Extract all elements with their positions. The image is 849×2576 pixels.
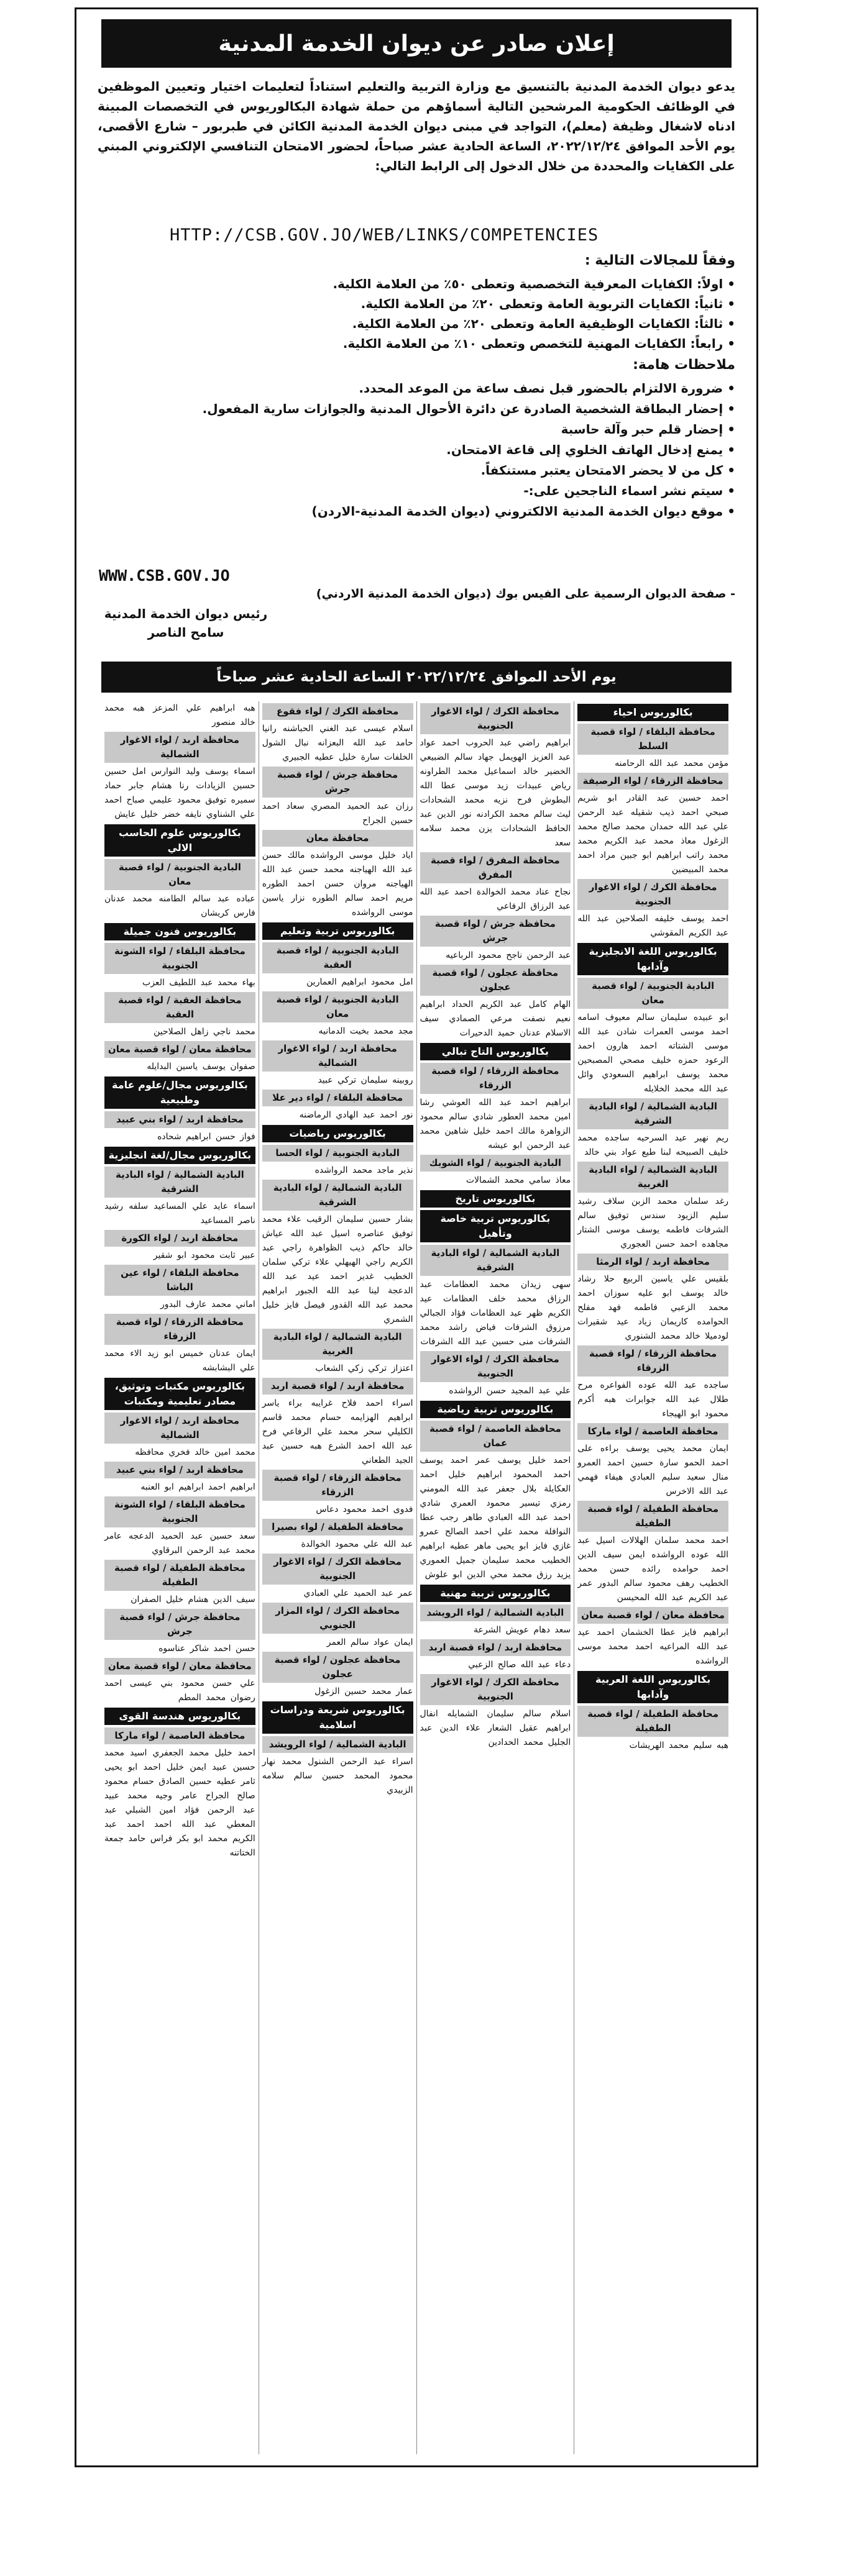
candidate-names: مؤمن محمد عبد الله الرحامنه xyxy=(615,758,728,768)
note-item: • إحضار قلم حبر وآلة حاسبة xyxy=(108,419,735,440)
location-heading: محافظة اربد / لواء الكورة xyxy=(104,1230,255,1247)
candidate-names: ساجده عبد الله عوده الفواعره مرح طلال عبد الله جوابرات هبه أكرم محمود ابو الهيجاء xyxy=(577,1380,728,1419)
candidate-names: عبد الرحمن ناجح محمود الرباعيه xyxy=(446,950,571,960)
location-heading: البادية الجنوبية / لواء قصبة معان xyxy=(262,991,413,1022)
major-heading: بكالوريوس مجال/علوم عامة وطبيعية xyxy=(104,1076,255,1109)
location-heading: محافظة العاصمة / لواء ماركا xyxy=(577,1423,728,1440)
candidate-names: ابو عبيده سليمان سالم معيوف اسامه احمد موسى العمرات شادن عبد الله موسى الشتاته احمد هارون احمد الرعود حمزه خليف مصحي المصبحين محمد يوسف ابراهيم السعودي وائل عبد الله محمد الخلايله xyxy=(577,1013,728,1094)
location-heading: البادية الشمالية / لواء البادية الشرقية xyxy=(577,1098,728,1129)
location-heading: محافظة الزرقاء / لواء قصبة الزرقاء xyxy=(262,1470,413,1501)
location-heading: البادية الشمالية / لواء البادية الغربية xyxy=(577,1162,728,1193)
candidate-names: سهى زيدان محمد العظامات عبد الرزاق محمد خلف العظامات عيد الكريم ظهر عيد العظامات فؤاد الجبالي مرزوق الشرفات فياض راشد محمد الشرفات منى حسين عبد الله الشرفات xyxy=(420,1280,571,1347)
location-heading: البادية الجنوبية / لواء قصبة معان xyxy=(577,978,728,1009)
signature-block xyxy=(99,604,273,642)
website-link[interactable]: WWW.CSB.GOV.JO xyxy=(99,567,230,585)
location-heading: محافظة الطفيلة / لواء قصبة الطفيلة xyxy=(104,1560,255,1591)
candidate-names: عبد الله علي محمود الخوالدة xyxy=(301,1539,413,1549)
candidate-names: محمد ناجي زاهل الصلاحين xyxy=(154,1027,255,1037)
location-heading: محافظة اربد / لواء قصبة اربد xyxy=(420,1639,571,1656)
major-heading: بكالوريوس شريعة ودراسات اسلامية xyxy=(262,1701,413,1734)
location-heading: محافظة اربد / لواء بني عبيد xyxy=(104,1462,255,1478)
location-heading: محافظة الكرك / لواء الاغوار الجنوبية xyxy=(262,1554,413,1585)
announcement-frame xyxy=(75,7,758,2467)
candidate-names: هبه سليم محمد الهريشات xyxy=(629,1741,728,1750)
note-item: • سيتم نشر اسماء الناجحين على:- xyxy=(108,481,735,501)
candidate-names: روبينه سليمان تركي عبيد xyxy=(318,1075,413,1085)
candidate-names: اسلام عيسى عبد الغني الحباشنه رانيا حامد عبد الله البعزانه نبال الشول الخلفات سارة خليل عطيه الجبيري xyxy=(262,724,413,762)
location-heading: البادية الجنوبية / لواء الحسا xyxy=(262,1145,413,1162)
major-heading: بكالوريوس هندسة القوى xyxy=(104,1708,255,1725)
criteria-list xyxy=(108,274,735,353)
location-heading: البادية الشمالية / لواء البادية الغربية xyxy=(262,1329,413,1360)
candidate-names: بلقيس علي ياسين الربيع حلا رشاد خالد يوسف ابو عليه سوزان احمد محمد الزعبي فاطمه فهد مفلح الحوامده كاريمان زياد عيد شقيرات لودميلا خالد محمد الشنوري xyxy=(577,1274,728,1341)
major-heading: بكالوريوس التاج تبالي xyxy=(420,1043,571,1060)
intro-paragraph: يدعو ديوان الخدمة المدنية بالتنسيق مع وزارة التربية والتعليم استناداً لتعليمات اختيار وتعيين الموظفين في الوظائف الحكومية المرشحين التالية أسماؤهم من حملة شهادة البكالوريوس في التخصصات المبينة ادناه لاشغال وظيفة (معلم)، التواجد في مبنى ديوان الخدمة المدنية الكائن في طبربور – شارع الأقصى، يوم الأحد الموافق ٢٠٢٢/١٢/٢٤، الساعة الحادية عشر صباحاً، لحضور الامتحان التنافسي الإلكتروني المبني على الكفايات والمحددة من خلال الدخول إلى الرابط التالي: xyxy=(98,79,735,173)
major-heading: بكالوريوس تربية مهنية xyxy=(420,1585,571,1602)
signature-title: رئيس ديوان الخدمة المدنية xyxy=(104,606,268,621)
location-heading: محافظة الطفيلة / لواء قصبة الطفيلة xyxy=(577,1706,728,1737)
announcement-title: إعلان صادر عن ديوان الخدمة المدنية xyxy=(101,19,732,68)
candidate-names: ايمان محمد يحيى يوسف براءه على احمد الحمو سارة حسين احمد العمرو منال سعيد سليم العبادي هيفاء فهمي عبد الله الاخرس xyxy=(577,1444,728,1496)
major-heading: بكالوريوس احياء xyxy=(577,704,728,721)
candidate-names: نور احمد عبد الهادي الرماضنه xyxy=(299,1110,413,1120)
candidate-columns xyxy=(101,701,732,2454)
candidate-names: هبه ابراهيم علي المزعز هبه محمد خالد منصور xyxy=(104,703,255,727)
location-heading: محافظة جرش / لواء قصبة جرش xyxy=(420,916,571,947)
location-heading: محافظة الطفيلة / لواء قصبة الطفيلة xyxy=(577,1501,728,1532)
location-heading: البادية الجنوبية / لواء الشوبك xyxy=(420,1155,571,1172)
candidate-names: امل محمود ابراهيم العمارين xyxy=(306,977,413,987)
candidate-names: صفوان يوسف ياسين البدايله xyxy=(147,1062,255,1072)
location-heading: محافظة البلقاء / لواء قصبة السلط xyxy=(577,724,728,755)
criteria-item: • ثانياً: الكفايات التربوية العامة وتعطى ٢٠٪ من العلامة الكلية. xyxy=(108,294,735,314)
candidate-names: رزان عبد الحميد المصري سعاد احمد حسين الجراح xyxy=(262,801,413,826)
major-heading: بكالوريوس اللغة الانجليزية وآدابها xyxy=(577,943,728,975)
location-heading: محافظة الزرقاء / لواء الرصيفة xyxy=(577,773,728,790)
location-heading: محافظة الكرك / لواء الاغوار الجنوبية xyxy=(577,879,728,910)
location-heading: محافظة عجلون / لواء قصبة عجلون xyxy=(262,1652,413,1683)
location-heading: محافظة البلقاء / لواء الشونة الجنوبية xyxy=(104,1496,255,1527)
note-item: • يمنع إدخال الهاتف الخلوي إلى قاعة الامتحان. xyxy=(108,440,735,460)
candidate-names: علي حسن محمود بني عيسى احمد رضوان محمد المطم xyxy=(104,1678,255,1703)
location-heading: محافظة البلقاء / لواء عين الباشا xyxy=(104,1265,255,1296)
candidate-names: فدوى احمد محمود دعاس xyxy=(316,1504,413,1514)
location-heading: محافظة الزرقاء / لواء قصبة الزرقاء xyxy=(420,1063,571,1094)
candidate-names: اسراء عبد الرحمن الشنول محمد نهار محمود المحمد حسين سالم سلامه الزبيدي xyxy=(262,1757,413,1795)
candidate-names: سعد حسين عبد الحميد الدعجه عامر محمد عبد الرحمن البرقاوي xyxy=(104,1531,255,1555)
location-heading: محافظة اربد / لواء الاغوار الشمالية xyxy=(262,1040,413,1072)
major-heading: بكالوريوس تربية خاصة وتأهيل xyxy=(420,1210,571,1242)
criteria-item: • اولاً: الكفايات المعرفية التخصصية وتعطى ٥٠٪ من العلامة الكلية. xyxy=(108,274,735,294)
candidate-names: عباده عبد سالم الطامنه محمد عدنان فارس كريشان xyxy=(104,894,255,918)
location-heading: محافظة معان / لواء قصبة معان xyxy=(577,1607,728,1624)
candidate-names: عمار محمد حسين الزغول xyxy=(314,1686,413,1696)
major-heading: بكالوريوس مجال/لغة انجليزية xyxy=(104,1147,255,1164)
candidate-names: معاذ سامي محمد الشمالات xyxy=(466,1175,571,1185)
candidate-names: حسن احمد شاكر عناسوه xyxy=(158,1644,255,1654)
candidate-names: اسراء احمد فلاح غرايبه براء ياسر ابراهيم الهزايمه حسام محمد قاسم الكليلي سحر محمد علي الرفاعي فرح عبد الله احمد الشرع هبه حسين عبد الجيد الطعاني xyxy=(262,1398,413,1465)
candidate-names: دعاء عبد الله صالح الزعبي xyxy=(468,1660,571,1670)
candidate-names: ابراهيم فايز عطا الخشمان احمد عيد عبد الله المراعيه احمد محمد موسى الرواشده xyxy=(577,1627,728,1666)
location-heading: البادية الجنوبية / لواء قصبة العقبة xyxy=(262,942,413,973)
major-heading: بكالوريوس علوم الحاسب الالي xyxy=(104,824,255,857)
candidate-names: ايمان عدنان خميس ابو زيد الاء محمد علي البشابشه xyxy=(104,1349,255,1373)
candidate-names: ابراهيم راضي عبد الحروب احمد عواد عبد العزيز الهويمل جهاد سالم الضبيعي الخضير خالد اسماعيل محمد الطراونه رياض عبيدات زيد موسى عطا الله البطوش فرح نزيه محمد الشحادات ليث سالم محمد الكرادنه نور الدين عبد الحافظ الشحادات يزن محمد سلامه سعد xyxy=(420,738,571,848)
major-heading: بكالوريوس مكتبات وتوثيق، مصادر تعليمية ومكتبات xyxy=(104,1378,255,1410)
location-heading: محافظة الكرك / لواء فقوع xyxy=(262,703,413,720)
candidate-names: اسماء عايد علي المساعيد سلفه رشيد ناصر المساعيد xyxy=(104,1201,255,1226)
candidate-names: عبير ثابت محمود ابو شقير xyxy=(153,1250,255,1260)
candidate-names: اسماء يوسف وليد النوارس امل حسين حسين الزيادات رنا هشام جابر حماد سميره توفيق محمود عليمي صباح احمد علي الشناوي نايفه خضر خليل عايش xyxy=(104,767,255,819)
note-item: • ضرورة الالتزام بالحضور قبل نصف ساعة من الموعد المحدد. xyxy=(108,378,735,399)
location-heading: البادية الشمالية / لواء البادية الشرقية xyxy=(104,1167,255,1198)
criteria-heading: وفقاً للمجالات التالية : xyxy=(584,253,735,268)
candidate-column xyxy=(101,701,259,2454)
candidate-names: الهام كامل عبد الكريم الحداد ابراهيم نعيم نصفت مرعي الصمادي سيف الاسلام عدنان حميد الدحيرات xyxy=(420,999,571,1038)
location-heading: محافظة عجلون / لواء قصبة عجلون xyxy=(420,965,571,996)
criteria-item: • ثالثاً: الكفايات الوظيفية العامة وتعطى ٢٠٪ من العلامة الكلية. xyxy=(108,314,735,334)
location-heading: محافظة العقبة / لواء قصبة العقبة xyxy=(104,992,255,1023)
candidate-names: اياد خليل موسى الرواشده مالك حسن عبد الله الهياجنه محمد حسن عبد الله الهياجنه مروان حسن احمد الطوره مريم احمد سالم الطوره نزار ياسين موسى الرواشده xyxy=(262,850,413,917)
candidate-names: رغد سلمان محمد الزبن سلاف رشيد سليم الزيود سندس توفيق سالم الشرفات فاطمه يوسف موسى الشتار مجاهده احمد حسن العجوري xyxy=(577,1196,728,1249)
candidate-names: سعد دهام عويش الشرعة xyxy=(473,1625,571,1635)
candidate-names: ابراهيم احمد ابراهيم ابو العنبه xyxy=(140,1482,255,1492)
location-heading: البادية الجنوبية / لواء قصبة معان xyxy=(104,859,255,890)
candidate-names: ايمان عواد سالم العمر xyxy=(326,1637,413,1647)
location-heading: محافظة اربد / لواء الاغوار الشمالية xyxy=(104,732,255,763)
candidate-names: سيف الدين هشام خليل الصفران xyxy=(131,1595,255,1604)
major-heading: بكالوريوس فنون جميلة xyxy=(104,923,255,940)
candidate-names: احمد محمد سلمان الهلالات اسيل عبد الله عوده الرواشده ايمن سيف الدين احمد حوامده رائده حسن محمد الخطيب رهف محمود سالم البدور عمر عبد الكريم عبد الله المحيسن xyxy=(577,1536,728,1603)
candidate-names: نذير ماجد محمد الرواشده xyxy=(314,1165,413,1175)
candidate-names: اماني محمد عارف البدور xyxy=(160,1299,255,1309)
candidate-names: علي عبد المجيد حسن الرواشده xyxy=(449,1386,571,1396)
location-heading: محافظة اربد / لواء الرمثا xyxy=(577,1254,728,1270)
candidate-names: بهاء محمد عبد اللطيف العزب xyxy=(142,978,255,988)
candidate-names: بشار حسين سليمان الرقيب علاء محمد توفيق عناصره اسيل عبد الله عياش خالد حاكم ذيب الظواهرة راجي عبد الكريم راجي الهيهلي علاء تركي سلمان الخطيب غدير احمد عيد عبد الله الدعجة لينا عبد الله الجبور ابراهيم محمد عبد الله القدور فيصل فايز خليل الشمري xyxy=(262,1214,413,1324)
location-heading: محافظة معان xyxy=(262,830,413,847)
candidate-names: فواز حسن ابراهيم شحاده xyxy=(157,1132,255,1142)
location-heading: محافظة اربد / لواء الاغوار الشمالية xyxy=(104,1413,255,1444)
notes-list xyxy=(108,378,735,522)
location-heading: محافظة الكرك / لواء الاغوار الجنوبية xyxy=(420,703,571,734)
location-heading: محافظة الكرك / لواء الاغوار الجنوبية xyxy=(420,1351,571,1382)
location-heading: البادية الشمالية / لواء الرويشد xyxy=(262,1736,413,1753)
location-heading: البادية الشمالية / لواء البادية الشرقية xyxy=(262,1180,413,1211)
candidate-names: محمد امين خالد فخري محافظه xyxy=(135,1447,255,1457)
candidate-names: ريم نهير عيد السرحيه ساجده محمد خليف الصبيحه لبنا طيع عواد بني خالد xyxy=(577,1133,728,1157)
location-heading: محافظة جرش / لواء قصبة جرش xyxy=(262,767,413,798)
location-heading: محافظة معان / لواء قصبة معان xyxy=(104,1658,255,1675)
note-item: • إحضار البطاقة الشخصية الصادرة عن دائرة الأحوال المدنية والجوازات سارية المفعول. xyxy=(108,399,735,419)
candidate-names: نجاح عناد محمد الخوالدة احمد عبد الله عبد الرزاق الرفاعي xyxy=(420,887,571,911)
candidate-names: احمد خليل يوسف عمر احمد يوسف احمد المحمود ابراهيم خليل احمد العكايلة بلال جعفر عبد الله المومني رمزي تيسير محمود العمري شادي احمد عبد الله العبادي طاهر رجب عطا النوافلة محمد علي احمد الصالح عمرو غازي فايز ابو يحيى ماهر عطيه ابراهيم الخطيب محمد سليمان جميل العموري يزيد رزق محمد محي الدين ابو علوش xyxy=(420,1455,571,1580)
location-heading: محافظة الزرقاء / لواء قصبة الزرقاء xyxy=(104,1314,255,1345)
candidate-column xyxy=(416,701,574,2454)
candidate-names: ابراهيم احمد عبد الله العوشي رشا امين محمد العطور شادي سالم محمود الزواهرة مالك احمد خليل شاهين محمد عبد الرحمن ابو عيشه xyxy=(420,1098,571,1150)
location-heading: محافظة العاصمة / لواء ماركا xyxy=(104,1727,255,1744)
candidate-names: مجد محمد بخيت الدمانيه xyxy=(318,1026,413,1036)
candidate-column xyxy=(259,701,416,2454)
candidate-names: احمد حسين عبد القادر ابو شريم صبحي احمد ذيب شقيله عبد الرحمن علي عبد الله حمدان محمد صالح محمد الزغول معاذ محمد عبد الكريم محمد محمد راتب ابراهيم ابو جبين مراد احمد محمد المبيضين xyxy=(577,793,728,875)
location-heading: البادية الشمالية / لواء البادية الشرقية xyxy=(420,1245,571,1276)
location-heading: البادية الشمالية / لواء الرويشد xyxy=(420,1604,571,1621)
location-heading: محافظة معان / لواء قصبة معان xyxy=(104,1041,255,1058)
location-heading: محافظة اربد / لواء قصبة اربد xyxy=(262,1378,413,1395)
location-heading: محافظة الكرك / لواء المزار الجنوبي xyxy=(262,1603,413,1634)
major-heading: بكالوريوس رياضيات xyxy=(262,1125,413,1142)
notes-heading: ملاحظات هامة: xyxy=(633,357,735,373)
criteria-item: • رابعاً: الكفايات المهنية للتخصص وتعطى ١٠٪ من العلامة الكلية. xyxy=(108,334,735,353)
major-heading: بكالوريوس تاريخ xyxy=(420,1190,571,1208)
location-heading: محافظة المفرق / لواء قصبة المفرق xyxy=(420,852,571,883)
signature-name: سامح الناصر xyxy=(147,625,224,640)
location-heading: محافظة الكرك / لواء الاغوار الجنوبية xyxy=(420,1674,571,1705)
candidate-names: احمد يوسف خليفه الصلاحين عبد الله عبد الكريم المقوشي xyxy=(577,914,728,938)
competencies-link[interactable]: HTTP://CSB.GOV.JO/WEB/LINKS/COMPETENCIES xyxy=(170,225,599,245)
candidate-names: اعتزاز تركي زكي الشعاب xyxy=(315,1363,413,1373)
candidate-names: اسلام سالم سليمان الشمايله انفال ابراهيم عقيل الشعار علاء الدين عبد الجليل محمد الحدادين xyxy=(420,1709,571,1747)
location-heading: محافظة الطفيلة / لواء بصيرا xyxy=(262,1519,413,1536)
location-heading: محافظة البلقاء / لواء الشونة الجنوبية xyxy=(104,943,255,974)
location-heading: محافظة الزرقاء / لواء قصبة الزرقاء xyxy=(577,1345,728,1377)
location-heading: محافظة جرش / لواء قصبة جرش xyxy=(104,1609,255,1640)
candidate-names: احمد خليل محمد الجعفري اسيد محمد حسين عبيد ايمن خليل احمد ابو يحيى ثامر عطيه حسين الصادق حسام محمود صالح الجراح عامر وجيه محمد عبيد عبد الرحمن فؤاد امين الشبلي عبد المعطي عبد الله احمد احمد عبد الكريم محمد ابو بكر فراس حامد جمعة الختاتنه xyxy=(104,1748,255,1858)
major-heading: بكالوريوس اللغة العربية وآدابها xyxy=(577,1671,728,1703)
candidate-column xyxy=(574,701,732,2454)
major-heading: بكالوريوس تربية وتعليم xyxy=(262,922,413,940)
location-heading: محافظة البلقاء / لواء دير علا xyxy=(262,1090,413,1106)
note-item: • كل من لا يحضر الامتحان يعتبر مستنكفاً. xyxy=(108,460,735,481)
candidate-names: عمر عبد الحميد علي العبادي xyxy=(303,1588,413,1598)
major-heading: بكالوريوس تربية رياضية xyxy=(420,1401,571,1418)
location-heading: محافظة العاصمة / لواء قصبة عمان xyxy=(420,1421,571,1452)
note-item: • موقع ديوان الخدمة المدنية الالكتروني (ديوان الخدمة المدنية-الاردن) xyxy=(108,501,735,522)
location-heading: محافظة اربد / لواء بني عبيد xyxy=(104,1111,255,1128)
exam-date-bar: يوم الأحد الموافق ٢٠٢٢/١٢/٢٤ الساعة الحادية عشر صباحاً xyxy=(101,662,732,693)
facebook-page: - صفحة الديوان الرسمية على الفيس بوك (ديوان الخدمة المدنية الاردني) xyxy=(316,587,735,601)
